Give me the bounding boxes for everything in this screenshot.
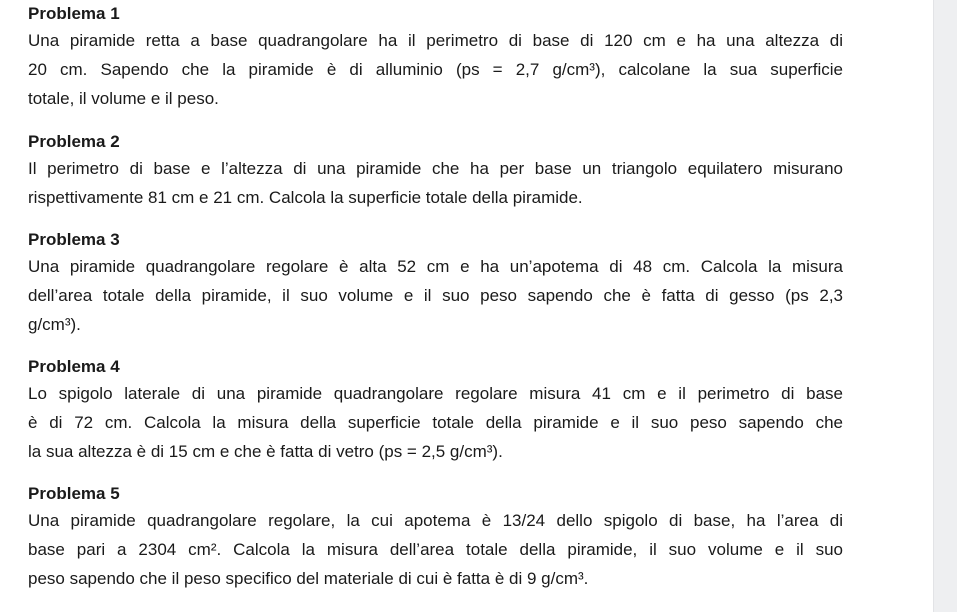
problem-title: Problema 1 xyxy=(28,4,120,23)
problem-text-line: dell’area totale della piramide, il suo volume e il suo peso sapendo che è fatta di gesso (ps 2,3 xyxy=(28,286,843,305)
problem-text-line: Una piramide quadrangolare regolare, la cui apotema è 13/24 dello spigolo di base, ha l’area di xyxy=(28,511,843,530)
problem-text-line: rispettivamente 81 cm e 21 cm. Calcola la superficie totale della piramide. xyxy=(28,188,583,207)
problem-text-line: Lo spigolo laterale di una piramide quadrangolare regolare misura 41 cm e il perimetro di base xyxy=(28,384,843,403)
problem-5 xyxy=(28,484,843,593)
problem-text-line: è di 72 cm. Calcola la misura della superficie totale della piramide e il suo peso sapendo che xyxy=(28,413,843,432)
problem-2 xyxy=(28,132,843,212)
problem-text-line: la sua altezza è di 15 cm e che è fatta di vetro (ps = 2,5 g/cm³). xyxy=(28,442,503,461)
problem-text-line: Il perimetro di base e l’altezza di una piramide che ha per base un triangolo equilatero misurano xyxy=(28,159,843,178)
problem-title: Problema 3 xyxy=(28,230,120,249)
side-panel-strip xyxy=(933,0,957,612)
problem-4 xyxy=(28,357,843,466)
problem-text-line: Una piramide retta a base quadrangolare ha il perimetro di base di 120 cm e ha una altezza di xyxy=(28,31,843,50)
problem-text-line: g/cm³). xyxy=(28,315,81,334)
problem-text-line: base pari a 2304 cm². Calcola la misura dell’area totale della piramide, il suo volume e il suo xyxy=(28,540,843,559)
problem-text-line: peso sapendo che il peso specifico del materiale di cui è fatta è di 9 g/cm³. xyxy=(28,569,589,588)
problem-text-line: totale, il volume e il peso. xyxy=(28,89,219,108)
problem-1 xyxy=(28,4,843,113)
problem-title: Problema 4 xyxy=(28,357,120,376)
problem-title: Problema 5 xyxy=(28,484,120,503)
problem-text-line: 20 cm. Sapendo che la piramide è di alluminio (ps = 2,7 g/cm³), calcolane la sua superficie xyxy=(28,60,843,79)
problem-title: Problema 2 xyxy=(28,132,120,151)
problem-3 xyxy=(28,230,843,339)
problem-text-line: Una piramide quadrangolare regolare è alta 52 cm e ha un’apotema di 48 cm. Calcola la misura xyxy=(28,257,843,276)
